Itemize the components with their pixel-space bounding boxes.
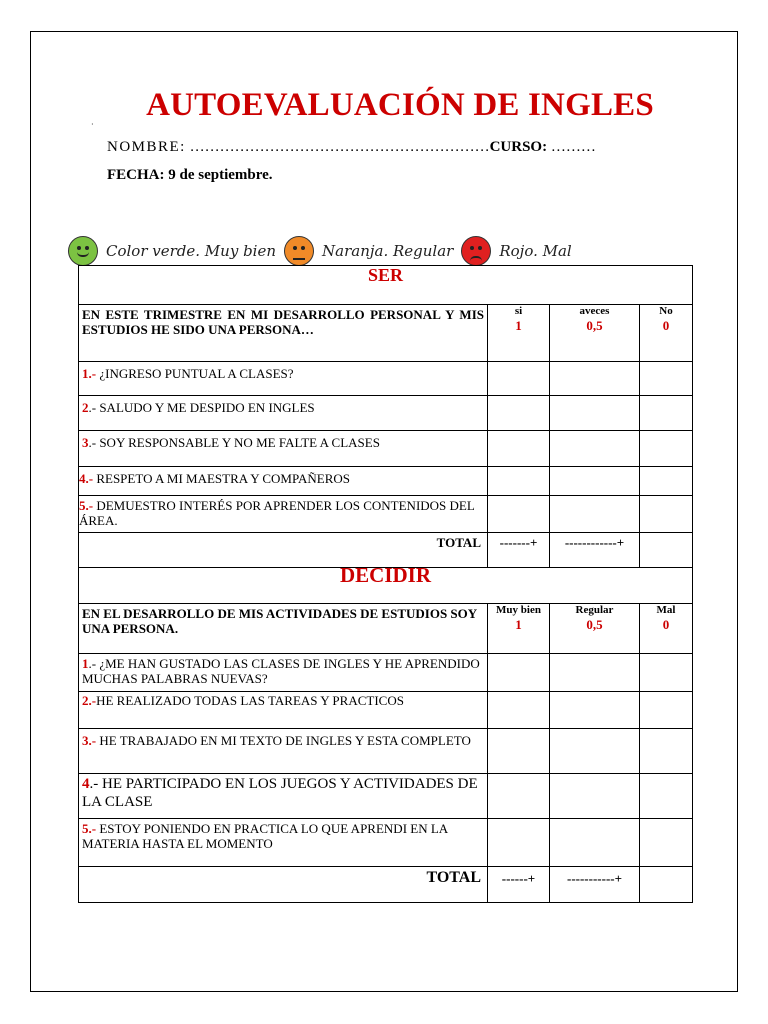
date-line: FECHA: 9 de septiembre. <box>107 167 273 183</box>
section-row-decidir <box>79 568 693 604</box>
answer-cell-si[interactable] <box>488 362 550 396</box>
table-row <box>79 396 693 431</box>
answer-cell-no[interactable] <box>640 496 693 533</box>
answer-cell-regular[interactable] <box>550 774 640 819</box>
answer-cell-muy-bien[interactable] <box>488 819 550 867</box>
curso-label: CURSO: <box>489 139 548 155</box>
answer-cell-no[interactable] <box>640 431 693 467</box>
red-sad-face-icon <box>461 236 491 266</box>
answer-cell-no[interactable] <box>640 396 693 431</box>
table-row <box>79 654 693 692</box>
nombre-label: NOMBRE: <box>107 139 186 155</box>
question-cell: 5.- DEMUESTRO INTERÉS POR APRENDER LOS CONTENIDOS DEL ÁREA. <box>79 496 488 533</box>
legend-green-text: Color verde. Muy bien <box>106 242 277 260</box>
section-row-ser <box>79 266 693 305</box>
answer-cell-mal[interactable] <box>640 729 693 774</box>
answer-cell-aveces[interactable] <box>550 496 640 533</box>
answer-cell-regular[interactable] <box>550 692 640 729</box>
column-header-si: si 1 <box>488 305 550 362</box>
answer-cell-aveces[interactable] <box>550 396 640 431</box>
answer-cell-mal[interactable] <box>640 654 693 692</box>
column-header-muy-bien: Muy bien 1 <box>488 604 550 654</box>
question-cell: 4.- RESPETO A MI MAESTRA Y COMPAÑEROS <box>79 467 488 496</box>
answer-cell-si[interactable] <box>488 467 550 496</box>
answer-cell-si[interactable] <box>488 396 550 431</box>
answer-cell-mal[interactable] <box>640 819 693 867</box>
table-row <box>79 692 693 729</box>
answer-cell-aveces[interactable] <box>550 362 640 396</box>
answer-cell-aveces[interactable] <box>550 431 640 467</box>
total-label: TOTAL <box>79 533 488 568</box>
page-title: AUTOEVALUACIÓN DE INGLES <box>146 87 654 123</box>
answer-cell-regular[interactable] <box>550 729 640 774</box>
section-heading-ser: SER <box>79 266 693 305</box>
total-row <box>79 867 693 903</box>
stray-dot: · <box>91 120 94 129</box>
question-header-row <box>79 305 693 362</box>
table-row <box>79 819 693 867</box>
name-course-line <box>107 139 596 156</box>
total-cell-no[interactable] <box>640 533 693 568</box>
question-cell: 2.-HE REALIZADO TODAS LAS TAREAS Y PRACTICOS <box>79 692 488 729</box>
total-cell-muy-bien[interactable]: ------+ <box>488 867 550 903</box>
question-cell: 1.- ¿INGRESO PUNTUAL A CLASES? <box>79 362 488 396</box>
table-row <box>79 496 693 533</box>
answer-cell-muy-bien[interactable] <box>488 692 550 729</box>
legend-red-text: Rojo. Mal <box>499 242 572 260</box>
table-row <box>79 431 693 467</box>
column-header-no: No 0 <box>640 305 693 362</box>
question-header: EN ESTE TRIMESTRE EN MI DESARROLLO PERSONAL Y MIS ESTUDIOS HE SIDO UNA PERSONA… <box>79 305 488 362</box>
curso-field[interactable]: ……… <box>547 139 596 155</box>
question-header-row <box>79 604 693 654</box>
question-cell: 1.- ¿ME HAN GUSTADO LAS CLASES DE INGLES Y HE APRENDIDO MUCHAS PALABRAS NUEVAS? <box>79 654 488 692</box>
column-header-aveces: aveces 0,5 <box>550 305 640 362</box>
evaluation-table <box>78 265 693 903</box>
answer-cell-aveces[interactable] <box>550 467 640 496</box>
table-row <box>79 467 693 496</box>
total-cell-regular[interactable]: -----------+ <box>550 867 640 903</box>
total-label: TOTAL <box>79 867 488 903</box>
answer-cell-regular[interactable] <box>550 819 640 867</box>
column-header-regular: Regular 0,5 <box>550 604 640 654</box>
color-legend <box>68 236 580 266</box>
table-row <box>79 362 693 396</box>
orange-neutral-face-icon <box>284 236 314 266</box>
green-smiley-icon <box>68 236 98 266</box>
answer-cell-si[interactable] <box>488 431 550 467</box>
answer-cell-regular[interactable] <box>550 654 640 692</box>
total-cell-si[interactable]: -------+ <box>488 533 550 568</box>
answer-cell-no[interactable] <box>640 467 693 496</box>
answer-cell-muy-bien[interactable] <box>488 729 550 774</box>
column-header-mal: Mal 0 <box>640 604 693 654</box>
nombre-field[interactable]: …………………………………………………… <box>185 139 490 155</box>
answer-cell-si[interactable] <box>488 496 550 533</box>
question-header: EN EL DESARROLLO DE MIS ACTIVIDADES DE ESTUDIOS SOY UNA PERSONA. <box>79 604 488 654</box>
question-cell: 3.- HE TRABAJADO EN MI TEXTO DE INGLES Y ESTA COMPLETO <box>79 729 488 774</box>
question-cell: 4.- HE PARTICIPADO EN LOS JUEGOS Y ACTIVIDADES DE LA CLASE <box>79 774 488 819</box>
answer-cell-mal[interactable] <box>640 692 693 729</box>
table-row <box>79 729 693 774</box>
answer-cell-muy-bien[interactable] <box>488 654 550 692</box>
total-cell-mal[interactable] <box>640 867 693 903</box>
section-heading-decidir: DECIDIR <box>79 568 693 604</box>
question-cell: 5.- ESTOY PONIENDO EN PRACTICA LO QUE APRENDI EN LA MATERIA HASTA EL MOMENTO <box>79 819 488 867</box>
answer-cell-mal[interactable] <box>640 774 693 819</box>
answer-cell-no[interactable] <box>640 362 693 396</box>
legend-orange-text: Naranja. Regular <box>322 242 454 260</box>
question-cell: 2.- SALUDO Y ME DESPIDO EN INGLES <box>79 396 488 431</box>
total-cell-aveces[interactable]: ------------+ <box>550 533 640 568</box>
answer-cell-muy-bien[interactable] <box>488 774 550 819</box>
question-cell: 3.- SOY RESPONSABLE Y NO ME FALTE A CLASES <box>79 431 488 467</box>
table-row <box>79 774 693 819</box>
